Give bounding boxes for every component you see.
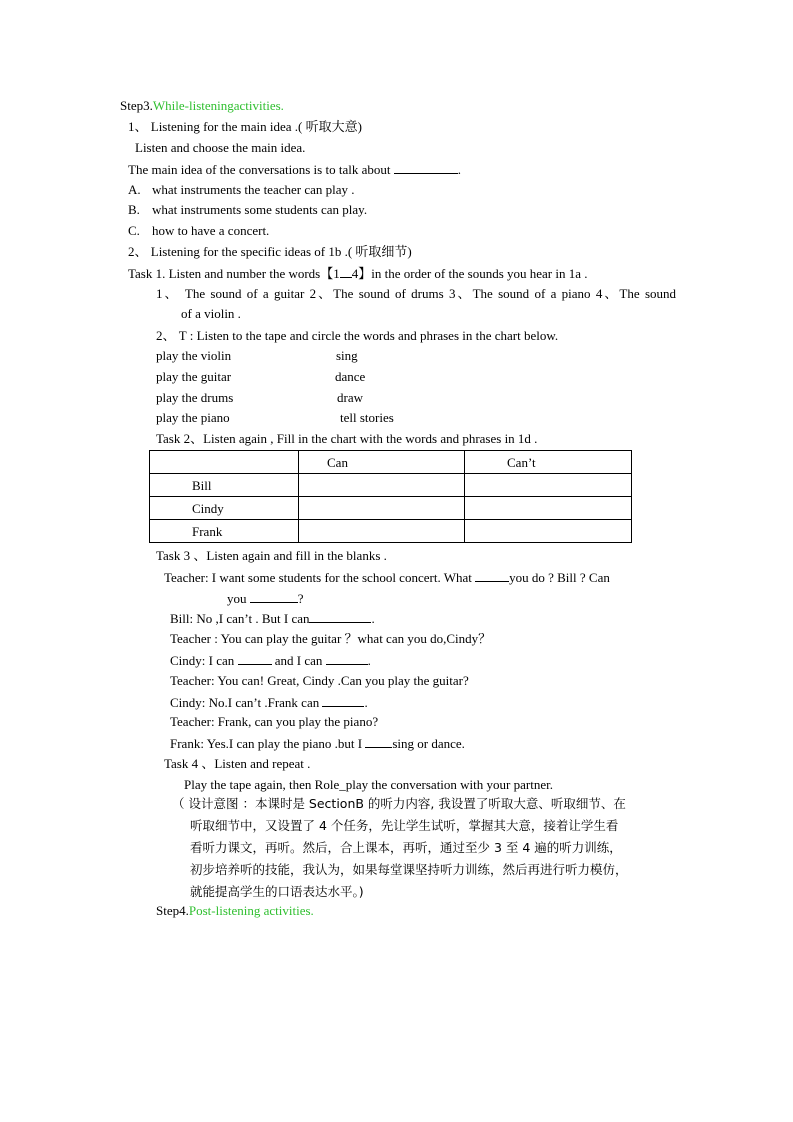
step4-heading	[156, 904, 314, 917]
fill-blank[interactable]	[322, 695, 364, 707]
dialogue-teacher-3: Teacher: You can! Great, Cindy .Can you play the guitar?	[170, 673, 469, 688]
fill-blank[interactable]	[238, 653, 272, 665]
chart-header-blank	[150, 451, 299, 474]
chart-cell-frank-can[interactable]	[299, 520, 465, 543]
chart-header-cant: Can’t	[465, 451, 632, 474]
fill-blank[interactable]	[309, 611, 371, 623]
dialogue-teacher-2: Teacher : You can play the guitar ？what can you do,Cindy？	[170, 631, 492, 646]
chart-row-frank	[150, 520, 632, 543]
fill-blank[interactable]	[250, 591, 298, 603]
step3-heading	[120, 99, 284, 112]
task1-item1: 1、 The sound of a guitar 2、The sound of drums 3、The sound of a piano 4、The sound	[156, 286, 676, 301]
task1-item1-cont: of a violin .	[181, 306, 241, 321]
main-idea-question: The main idea of the conversations is to talk about .	[128, 162, 461, 177]
dialogue-teacher-4: Teacher: Frank, can you play the piano?	[170, 714, 379, 729]
dialogue-teacher-1: Teacher: I want some students for the school concert. What you do ? Bill ? Can	[164, 570, 610, 585]
dialogue-frank: Frank: Yes.I can play the piano .but I sing or dance.	[170, 736, 465, 751]
option-c[interactable]: C. how to have a concert.	[128, 223, 270, 238]
design-note-line-2: 听取细节中，又设置了 4 个任务，先让学生试听，掌握其大意，接着让学生看	[190, 818, 619, 833]
option-b[interactable]: B. what instruments some students can play.	[128, 202, 368, 217]
chart-cell-bill-can[interactable]	[299, 474, 465, 497]
chart-cell-cindy-can[interactable]	[299, 497, 465, 520]
phrase-play-guitar[interactable]: play the guitar	[156, 369, 232, 384]
part1-instruction: Listen and choose the main idea.	[135, 140, 306, 155]
phrase-draw[interactable]: draw	[337, 390, 363, 405]
chart-row-label: Frank	[150, 520, 299, 543]
chart-row-label: Bill	[150, 474, 299, 497]
dialogue-cindy-2: Cindy: No.I can’t .Frank can .	[170, 695, 368, 710]
task1-item2: 2、 T : Listen to the tape and circle the words and phrases in the chart below.	[156, 328, 559, 343]
option-a[interactable]: A. what instruments the teacher can play .	[128, 182, 355, 197]
task3-heading: Task 3 、Listen again and fill in the blanks .	[156, 548, 387, 563]
phrase-play-piano[interactable]: play the piano	[156, 410, 230, 425]
task4-instruction: Play the tape again, then Role_play the conversation with your partner.	[184, 777, 553, 792]
chart-header-can: Can	[299, 451, 465, 474]
dialogue-cindy-1: Cindy: I can and I can .	[170, 653, 371, 668]
phrase-play-violin[interactable]: play the violin	[156, 348, 232, 363]
design-note-line-5: 就能提高学生的口语表达水平。)	[190, 884, 364, 899]
fill-blank[interactable]	[475, 570, 509, 582]
chart-header-row	[150, 451, 632, 474]
step3-label: Step3.	[120, 98, 153, 113]
design-note-line-4: 初步培养听的技能，我认为，如果每堂课坚持听力训练，然后再进行听力模仿，	[190, 862, 628, 877]
phrase-play-drums[interactable]: play the drums	[156, 390, 234, 405]
dialogue-bill: Bill: No ,I can’t . But I can .	[170, 611, 375, 626]
task4-heading: Task 4 、Listen and repeat .	[164, 756, 311, 771]
fill-blank[interactable]	[365, 736, 392, 748]
step4-title: Post-listening activities.	[188, 903, 314, 918]
task2-heading: Task 2、Listen again , Fill in the chart with the words and phrases in 1d .	[156, 431, 538, 446]
phrase-sing[interactable]: sing	[336, 348, 358, 363]
chart-cell-cindy-cant[interactable]	[465, 497, 632, 520]
part2-heading: 2、 Listening for the specific ideas of 1b .( 听取细节)	[128, 244, 412, 259]
number-blank[interactable]	[340, 266, 352, 278]
chart-row-label: Cindy	[150, 497, 299, 520]
dialogue-teacher-1-cont: you ?	[227, 591, 304, 606]
chart-row-bill	[150, 474, 632, 497]
step3-title: While-listeningactivities.	[152, 98, 284, 113]
task1-heading: Task 1. Listen and number the words【1 4】in the order of the sounds you hear in 1a .	[128, 266, 588, 281]
part1-heading: 1、 Listening for the main idea .( 听取大意)	[128, 119, 362, 134]
chart-cell-bill-cant[interactable]	[465, 474, 632, 497]
design-note-line-1: （ 设计意图 ：本课时是 SectionB 的听力内容, 我设置了听取大意、听取细节、在	[172, 796, 626, 811]
phrase-dance[interactable]: dance	[335, 369, 366, 384]
answer-blank[interactable]	[394, 162, 458, 174]
chart-cell-frank-cant[interactable]	[465, 520, 632, 543]
can-cant-chart	[149, 450, 632, 543]
phrase-tell-stories[interactable]: tell stories	[340, 410, 394, 425]
design-note-line-3: 看听力课文，再听。然后，合上课本，再听，通过至少 3 至 4 遍的听力训练，	[190, 840, 622, 855]
chart-row-cindy	[150, 497, 632, 520]
fill-blank[interactable]	[326, 653, 368, 665]
step4-label: Step4.	[156, 903, 189, 918]
